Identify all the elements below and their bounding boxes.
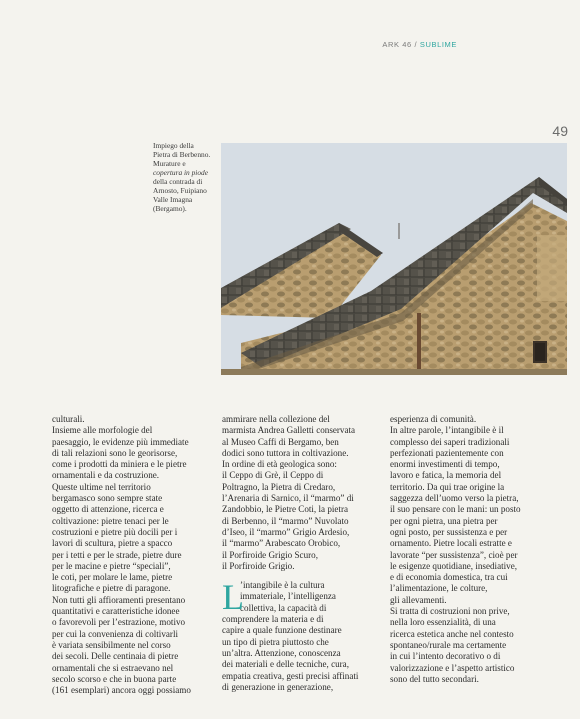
text-line: d’Iseo, il “marmo” Grigio Ardesio,: [222, 526, 350, 537]
text-line: Si tratta di costruzioni non prive,: [390, 606, 510, 617]
caption-line: Murature e: [153, 159, 186, 168]
text-line: le esigenze quotidiane, insediative,: [390, 560, 518, 571]
text-line: di generazione in generazione,: [222, 681, 334, 692]
text-line: In altre parole, l’intangibile è il: [390, 425, 504, 436]
text-line: marmista Andrea Galletti conservata: [222, 425, 356, 436]
text-line: paesaggio, le evidenze più immediate: [52, 436, 189, 447]
text-line: il “marmo” Arabescato Orobico,: [222, 538, 341, 549]
text-line: gli allevamenti.: [390, 594, 447, 605]
text-line: dodici sono tuttora in coltivazione.: [222, 447, 349, 458]
text-line: immateriale, l’intelligenza: [240, 591, 336, 602]
text-line: nella loro essenzialità, di una: [390, 617, 496, 628]
text-column-3: [390, 414, 560, 685]
text-line: coltivazione: pietre tenaci per le: [52, 515, 169, 526]
text-column-2: [222, 414, 392, 693]
text-line: territorio. Da qui trae origine la: [390, 481, 505, 492]
text-line: Insieme alle morfologie del: [52, 425, 153, 436]
text-line: lavoro e fatica, la memoria del: [390, 470, 502, 481]
text-line: ornamento. Pietre locali estratte e: [390, 538, 512, 549]
text-line: per i tetti e per le strade, pietre dure: [52, 549, 182, 560]
text-line: oggetto di attenzione, ricerca e: [52, 504, 164, 515]
page-number: 49: [552, 123, 568, 139]
drop-cap: L: [222, 577, 244, 618]
stone-house-photo: [221, 143, 567, 375]
caption-line: (Bergamo).: [153, 204, 187, 213]
text-line: In ordine di età geologica sono:: [222, 459, 337, 470]
text-line: quantitativi e caratteristiche idonee: [52, 606, 180, 617]
text-line: Poltragno, la Pietra di Credaro,: [222, 481, 336, 492]
text-line: ornamentali che si estraevano nel: [52, 662, 174, 673]
text-line: complesso dei saperi tradizionali: [390, 436, 510, 447]
text-line: ricerca estetica anche nel contesto: [390, 628, 514, 639]
running-header: [382, 40, 457, 49]
header-prefix: ARK 46 /: [382, 40, 420, 49]
text-line: un tipo di pietra piuttosto che: [222, 636, 329, 647]
text-line: collettiva, la capacità di: [240, 602, 327, 613]
text-line: capire a quale funzione destinare: [222, 625, 342, 636]
text-line: per le macine e pietre “speciali”,: [52, 560, 171, 571]
text-line: ’intangibile è la cultura: [240, 580, 325, 591]
text-line: litografiche e pietre di paragone.: [52, 583, 171, 594]
caption-line: copertura in piode: [153, 168, 209, 177]
header-section: SUBLIME: [419, 40, 457, 49]
text-line: dei materiali e delle tecniche, cura,: [222, 659, 349, 670]
caption-line: Arnosto, Fuipiano: [153, 186, 207, 195]
text-line: valorizzazione e l’aspetto artistico: [390, 662, 515, 673]
caption-line: Valle Imagna: [153, 195, 193, 204]
text-line: ogni posto, per sussistenza e per: [390, 526, 508, 537]
caption-line: Pietra di Berbenno.: [153, 150, 211, 159]
text-line: Queste ultime nel territorio: [52, 481, 151, 492]
text-line: ammirare nella collezione del: [222, 414, 330, 424]
text-line: in cui l’intento decorativo o di: [390, 651, 501, 662]
caption-line: della contrada di: [153, 177, 203, 186]
text-line: ornamentali e da costruzione.: [52, 470, 160, 481]
text-line: Zandobbio, le Pietre Coti, la pietra: [222, 504, 349, 515]
dropcap-paragraph: [222, 577, 392, 693]
text-line: bergamasco sono sempre state: [52, 493, 163, 504]
text-line: l’Arenaria di Sarnico, il “marmo” di: [222, 493, 354, 504]
text-line: l’alimentazione, le colture,: [390, 583, 488, 594]
text-line: enormi investimenti di tempo,: [390, 459, 500, 470]
text-line: al Museo Caffi di Bergamo, ben: [222, 436, 339, 447]
text-line: perfezionati pazientemente con: [390, 447, 504, 458]
text-line: secolo scorso e che in buona parte: [52, 673, 177, 684]
text-line: per ogni pietra, una pietra per: [390, 515, 498, 526]
text-line: il Ceppo di Grè, il Ceppo di: [222, 470, 324, 481]
text-line: sono del tutto secondari.: [390, 673, 479, 684]
text-line: per cui la convenienza di coltivarli: [52, 628, 178, 639]
text-line: culturali.: [52, 414, 85, 424]
text-line: il Porfiroide Grigio.: [222, 560, 295, 571]
text-line: è variata sensibilmente nel corso: [52, 639, 171, 650]
text-line: dei secoli. Delle centinaia di pietre: [52, 651, 179, 662]
text-column-1: [52, 414, 222, 696]
text-line: come i prodotti da miniera e le pietre: [52, 459, 187, 470]
text-line: il suo pensare con le mani: un posto: [390, 504, 521, 515]
text-line: un’altra. Attenzione, conoscenza: [222, 647, 341, 658]
text-line: le coti, per molare le lame, pietre: [52, 572, 173, 583]
text-line: empatia creativa, gesti precisi affinati: [222, 670, 359, 681]
text-line: di tali relazioni sono le georisorse,: [52, 447, 178, 458]
text-line: comprendere la materia e di: [222, 614, 324, 625]
text-line: spontaneo/rurale ma certamente: [390, 639, 507, 650]
text-line: costruzioni e pietre più docili per i: [52, 526, 178, 537]
text-line: esperienza di comunità.: [390, 414, 477, 424]
text-line: Non tutti gli affioramenti presentano: [52, 594, 186, 605]
photo-caption: [153, 141, 223, 213]
caption-line: Impiego della: [153, 141, 194, 150]
text-line: lavorate “per sussistenza”, cioè per: [390, 549, 518, 560]
text-line: (161 esemplari) ancora oggi possiamo: [52, 685, 191, 696]
text-line: saggezza dell’uomo verso la pietra,: [390, 493, 519, 504]
text-line: e di economia domestica, tra cui: [390, 572, 508, 583]
text-line: di Berbenno, il “marmo” Nuvolato: [222, 515, 349, 526]
text-line: o favorevoli per l’estrazione, motivo: [52, 617, 186, 628]
text-line: il Porfiroide Grigio Scuro,: [222, 549, 318, 560]
text-line: lavori di scultura, pietre a spacco: [52, 538, 173, 549]
